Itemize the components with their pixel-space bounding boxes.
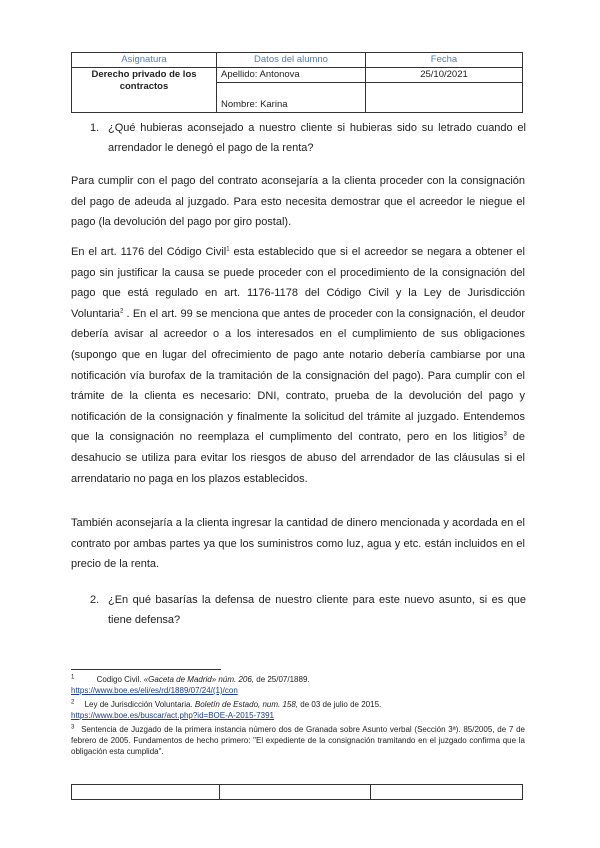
question-2 (90, 590, 526, 630)
question-number: 2. (90, 594, 100, 606)
subject-line1: Derecho privado de los (91, 69, 197, 80)
date-cell: 25/10/2021 (366, 68, 523, 83)
footnote-text-end: de 03 de julio de 2015. (298, 700, 382, 709)
footnote-number: 1 (71, 674, 75, 681)
subject-cell (72, 68, 217, 113)
question-number: 1. (90, 122, 100, 134)
footnote-number: 3 (71, 724, 75, 731)
header-table (71, 52, 523, 113)
footnote-number: 2 (71, 699, 75, 706)
footnote-ref-1: 1 (226, 246, 230, 253)
footnote-link-2[interactable]: https://www.boe.es/buscar/act.php?id=BOE-A-2015-7391 (71, 711, 275, 720)
paragraph-2-part-d: de desahucio se utiliza para evitar los riesgos de abuso del arrendador de las cláusulas si el arrendatario no paga en los plazos establecidos. (71, 431, 525, 485)
footnote-italic: Boletín de Estado, num. 158, (194, 700, 299, 709)
footnote-3 (71, 724, 525, 757)
footnote-ref-3: 3 (503, 431, 507, 438)
subject-line2: contractos (119, 81, 169, 92)
footnote-italic: «Gaceta de Madrid» núm. 206, (143, 675, 255, 684)
paragraph-1: Para cumplir con el pago del contrato aconsejaría a la clienta proceder con la consignación del pago de adeuda al juzgado. Para esto necesita demostrar que el acreedor le niegue el pago (la devolución del pago por giro postal). (71, 175, 525, 229)
footnote-ref-2: 2 (119, 308, 124, 315)
question-text: ¿En qué basarías la defensa de nuestro cliente para este nuevo asunto, si es que tiene defensa? (108, 594, 526, 626)
footnote-text: Ley de Jurisdicción Voluntaria. (84, 700, 195, 709)
paragraph-3: También aconsejaría a la clienta ingresar la cantidad de dinero mencionada y acordada en el contrato por ambas partes ya que los suministros como luz, agua y etc. están incluidos en el precio de la renta. (71, 517, 525, 571)
paragraph-2-part-c: . En el art. 99 se menciona que antes de proceder con la consignación, el deudor debería avisar al acreedor o a los interesados en el cumplimiento de sus obligaciones (supongo que en lugar del ofrecimiento de pago ante notario debería cambiarse por una notificación vía burofax de la tramitación de la consignación del pago). Para cumplir con el trámite de la clienta es necesario: DNI, contrato, prueba de la devolución del pago y notificación de la consignación y finalmente la solicitud del trámite al juzgado. Entendemos que la consignación no reemplaza el cumplimento del contrato, pero en los litigios (71, 307, 525, 444)
footnote-text-end: de 25/07/1889. (254, 675, 310, 684)
paragraph-2-part-a: En el art. 1176 del Código Civil (71, 246, 227, 258)
paragraph-2 (71, 242, 525, 489)
footer-cell (72, 785, 220, 800)
header-col-subject: Asignatura (72, 53, 217, 68)
question-text: ¿Qué hubieras aconsejado a nuestro cliente si hubieras sido su letrado cuando el arrendador le denegó el pago de la renta? (108, 122, 526, 154)
footnote-link-1[interactable]: https://www.boe.es/eli/es/rd/1889/07/24/(1)/con (71, 686, 238, 695)
header-col-date: Fecha (366, 53, 523, 68)
footnote-text: Sentencia de Juzgado de la primera instancia número dos de Granada sobre Asunto verbal (Sección 3ª). 85/2005, de 7 de febrero de 2005. Fundamentos de hecho primero: "El expediente de la consignación tramitando en el juzgado confirma que la obligación esta cumplida". (71, 725, 525, 756)
footer-cell (371, 785, 523, 800)
name-cell: Nombre: Karina (217, 83, 366, 113)
question-1 (90, 118, 526, 158)
footnote-2 (71, 699, 525, 721)
empty-cell (366, 83, 523, 113)
surname-cell: Apellido: Antonova (217, 68, 366, 83)
footer-cell (220, 785, 371, 800)
footer-table (71, 784, 523, 800)
paragraph-2-part-b: esta establecido que si el acreedor se negara a obtener el pago sin justificar la causa se puede proceder con el procedimiento de la consignación del pago que está regulado en art. 1176-1178 del Código Civil y la Ley de Jurisdicción Voluntaria (71, 246, 525, 320)
footnote-separator (71, 669, 221, 670)
footnote-text: Codigo Civil. (96, 675, 144, 684)
footnote-1 (71, 674, 525, 696)
header-col-student: Datos del alumno (217, 53, 366, 68)
